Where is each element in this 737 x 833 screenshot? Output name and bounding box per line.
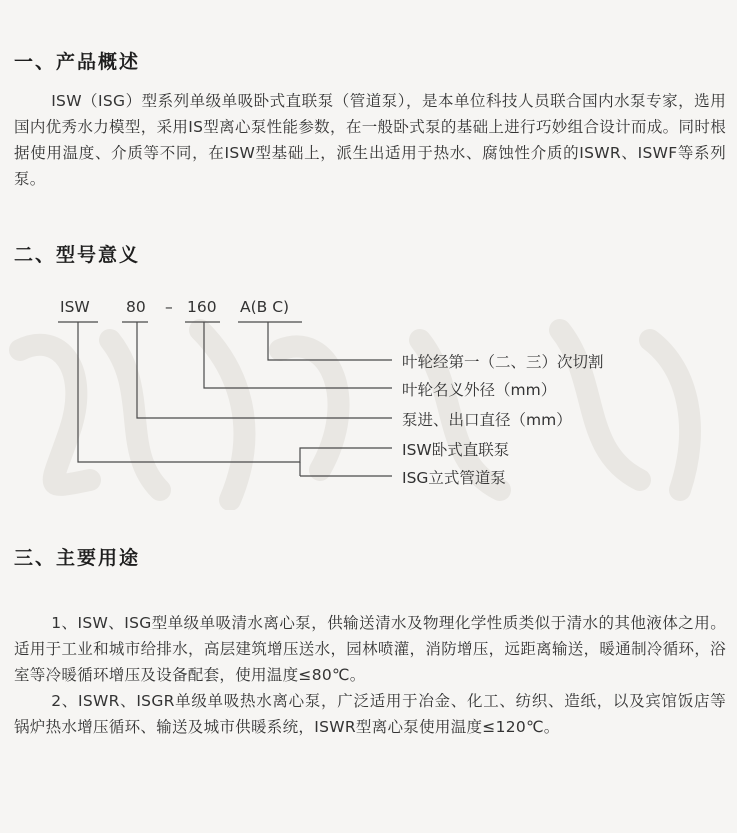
label-isg-vertical-pump: ISG立式管道泵 xyxy=(402,469,506,487)
code-part-dash: – xyxy=(165,298,173,316)
code-part-cut: A(B C) xyxy=(240,298,290,316)
model-code-lines xyxy=(0,290,737,500)
label-impeller-cut: 叶轮经第一（二、三）次切割 xyxy=(402,353,604,371)
section-heading-main-uses: 三、主要用途 xyxy=(14,547,141,569)
label-isw-horizontal-pump: ISW卧式直联泵 xyxy=(402,441,510,459)
uses-item-1: 1、ISW、ISG型单级单吸清水离心泵，供输送清水及物理化学性质类似于清水的其他液体之用。适用于工业和城市给排水，高层建筑增压送水，园林喷灌，消防增压，远距离输送，暖通制冷循环，浴室等冷暖循环增压及设备配套，使用温度≤80℃。 xyxy=(14,614,726,684)
model-code-diagram xyxy=(0,290,737,500)
label-inlet-outlet-diameter: 泵进、出口直径（mm） xyxy=(402,411,572,429)
section-heading-overview: 一、产品概述 xyxy=(14,51,141,73)
uses-paragraphs xyxy=(14,610,726,740)
overview-text: ISW（ISG）型系列单级单吸卧式直联泵（管道泵），是本单位科技人员联合国内水泵专家，选用国内优秀水力模型，采用IS型离心泵性能参数，在一般卧式泵的基础上进行巧妙组合设计而成。同时根据使用温度、介质等不同，在ISW型基础上，派生出适用于热水、腐蚀性介质的ISWR、ISWF等系列泵。 xyxy=(14,92,726,188)
code-part-impeller: 160 xyxy=(187,298,217,316)
label-impeller-diameter: 叶轮名义外径（mm） xyxy=(402,381,557,399)
code-part-diameter: 80 xyxy=(126,298,146,316)
code-part-series: ISW xyxy=(60,298,90,316)
uses-item-2: 2、ISWR、ISGR单级单吸热水离心泵，广泛适用于冶金、化工、纺织、造纸，以及宾馆饭店等锅炉热水增压循环、输送及城市供暖系统，ISWR型离心泵使用温度≤120℃。 xyxy=(14,692,726,736)
section-heading-model-meaning: 二、型号意义 xyxy=(14,244,141,266)
overview-paragraph xyxy=(14,88,726,192)
